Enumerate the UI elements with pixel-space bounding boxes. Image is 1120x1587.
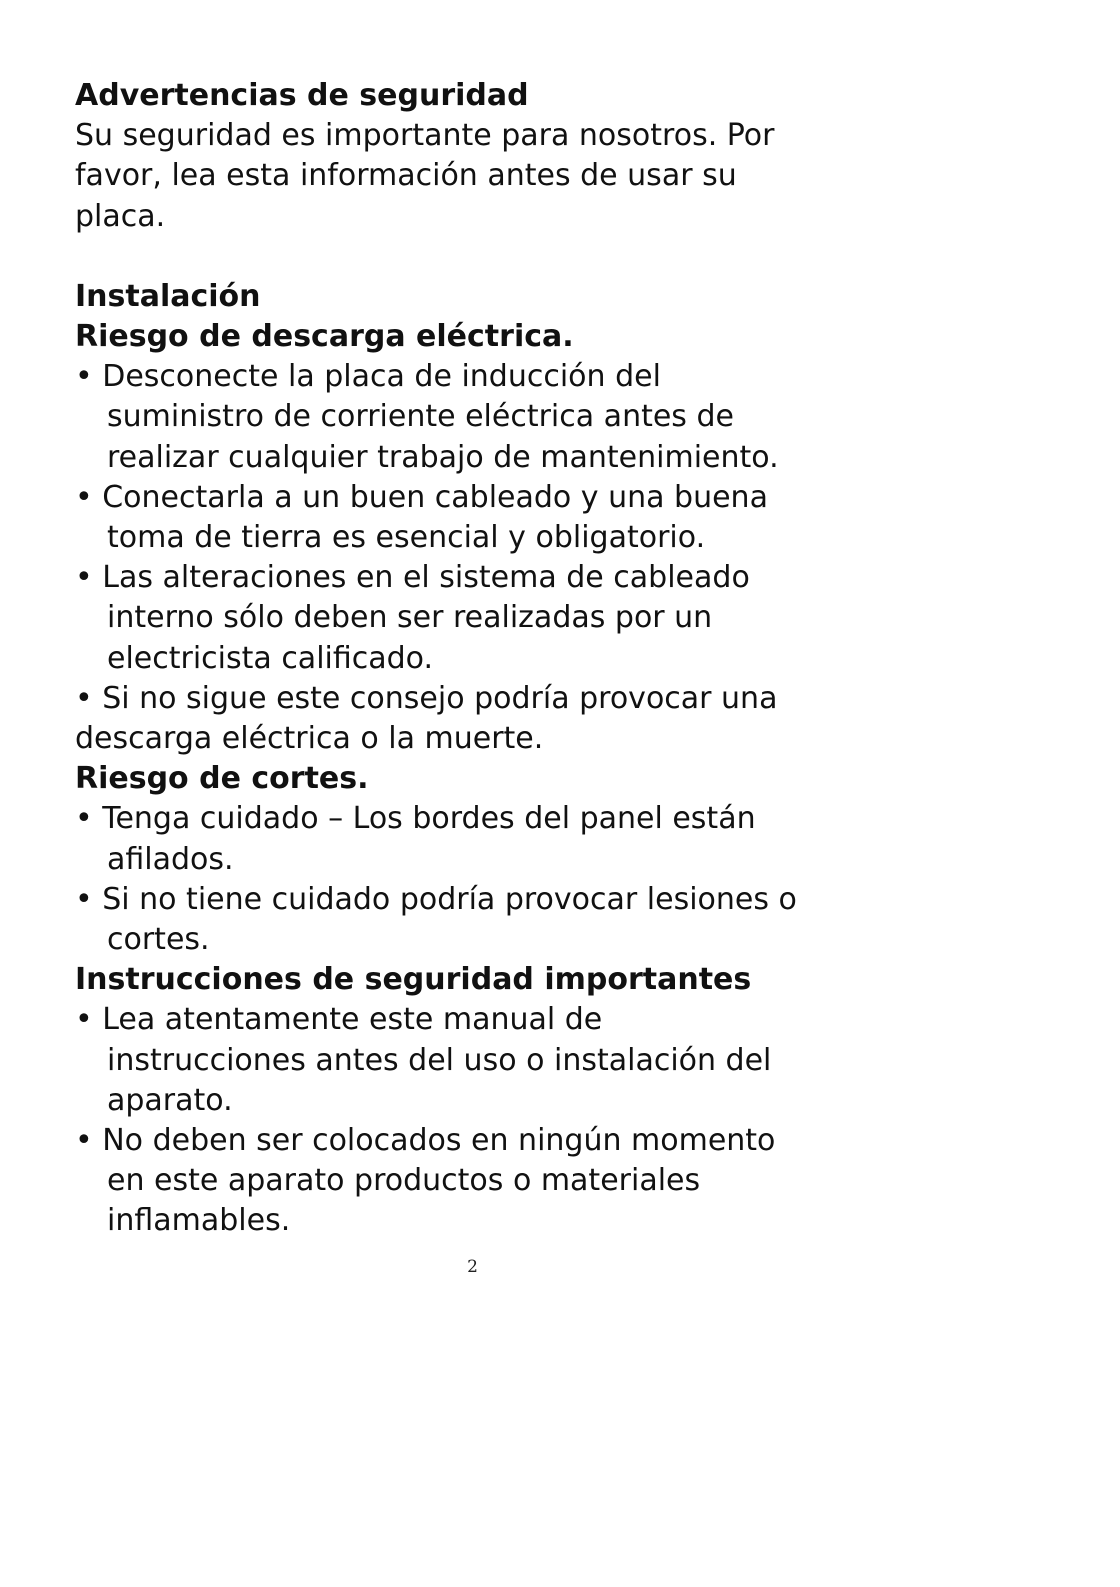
bullet-line: descarga eléctrica o la muerte.: [75, 721, 544, 757]
section-heading-installation: Instalación: [75, 278, 261, 314]
bullet-line: • Desconecte la placa de inducción del: [75, 359, 661, 395]
bullet-line: en este aparato productos o materiales: [107, 1163, 701, 1199]
paragraph-spacer: [75, 237, 955, 277]
bullet-line: inflamables.: [107, 1203, 291, 1239]
section-heading-safety-warnings: Advertencias de seguridad: [75, 78, 529, 113]
intro-line: Su seguridad es importante para nosotros. Por: [75, 118, 775, 154]
bullet-item: [75, 880, 955, 960]
bullet-line: • Si no tiene cuidado podría provocar lesiones o: [75, 881, 797, 917]
bullet-line: aparato.: [107, 1082, 233, 1118]
bullet-line: afilados.: [107, 841, 234, 877]
intro-line: favor, lea esta información antes de usar su: [75, 158, 737, 194]
bullet-item: [75, 1000, 955, 1121]
bullet-line: • Lea atentamente este manual de: [75, 1002, 603, 1038]
bullet-item: [75, 558, 955, 679]
bullet-line: toma de tierra es esencial y obligatorio.: [107, 520, 706, 556]
subheading-important-safety-instructions: Instrucciones de seguridad importantes: [75, 962, 752, 998]
bullet-line: • Tenga cuidado – Los bordes del panel están: [75, 801, 756, 837]
intro-line: placa.: [75, 198, 166, 234]
bullet-line: interno sólo deben ser realizadas por un: [107, 600, 713, 636]
subheading-cut-risk: Riesgo de cortes.: [75, 761, 369, 797]
bullet-item: [75, 679, 955, 759]
bullet-line: • Las alteraciones en el sistema de cableado: [75, 560, 750, 596]
bullet-line: instrucciones antes del uso o instalación del: [107, 1042, 772, 1078]
bullet-item: [75, 357, 955, 478]
bullet-line: electricista calificado.: [107, 640, 434, 676]
bullet-line: • Si no sigue este consejo podría provocar una: [75, 680, 778, 716]
bullet-line: • No deben ser colocados en ningún momento: [75, 1123, 776, 1159]
bullet-line: cortes.: [107, 922, 210, 958]
bullet-line: suministro de corriente eléctrica antes de: [107, 399, 734, 435]
subheading-electric-shock-risk: Riesgo de descarga eléctrica.: [75, 319, 574, 355]
bullet-item: [75, 1121, 955, 1242]
document-page: [75, 76, 955, 1242]
bullet-item: [75, 478, 955, 558]
page-number: 2: [467, 1257, 478, 1277]
bullet-line: • Conectarla a un buen cableado y una buena: [75, 479, 768, 515]
bullet-item: [75, 799, 955, 879]
intro-paragraph: [75, 116, 955, 237]
bullet-line: realizar cualquier trabajo de mantenimiento.: [107, 439, 779, 475]
